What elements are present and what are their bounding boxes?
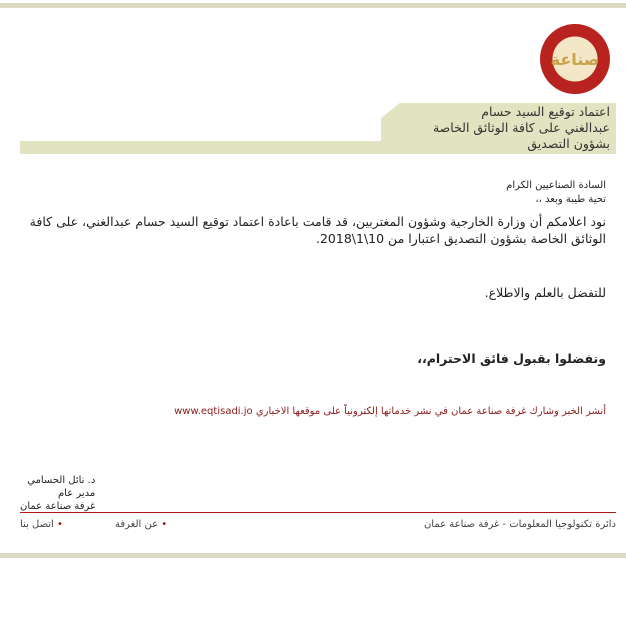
top-bar bbox=[0, 3, 626, 8]
about-link[interactable]: • عن الغرفة bbox=[115, 519, 168, 530]
chamber-logo: صناعة bbox=[540, 24, 610, 94]
share-text: أنشر الخبر وشارك غرفة صناعة عمان في نشر خدماتها إلكترونياً على موقعها الاخباري www.eqtisadi.jo bbox=[174, 406, 606, 417]
note-text: للتفضل بالعلم والاطلاع. bbox=[484, 285, 606, 300]
page-title: اعتماد توقيع السيد حسام عبدالغني على كافة الوثائق الخاصة بشؤون التصديق bbox=[432, 104, 610, 151]
footer-dept: دائرة تكنولوجيا المعلومات - غرفة صناعة عمان bbox=[423, 519, 616, 530]
closing-text: وتفضلوا بقبول فائق الاحترام،، bbox=[417, 351, 606, 366]
footer-divider bbox=[20, 512, 616, 513]
bottom-bar bbox=[0, 553, 626, 558]
eqtisadi-link[interactable]: www.eqtisadi.jo bbox=[174, 406, 253, 417]
body-text: نود اعلامكم أن وزارة الخارجية وشؤون المغتربين، قد قامت باعادة اعتماد توقيع السيد حسام عبدالغني، على كافة الوثائق الخاصة بشؤون التصديق اعتبارا من 10\1\2018. bbox=[29, 214, 606, 246]
contact-link[interactable]: • اتصل بنا bbox=[20, 519, 63, 530]
greeting: السادة الصناعيين الكرام تحية طيبة وبعد ،، bbox=[506, 180, 606, 205]
signature: د. نائل الحسامي مدير عام غرفة صناعة عمان bbox=[20, 475, 96, 512]
